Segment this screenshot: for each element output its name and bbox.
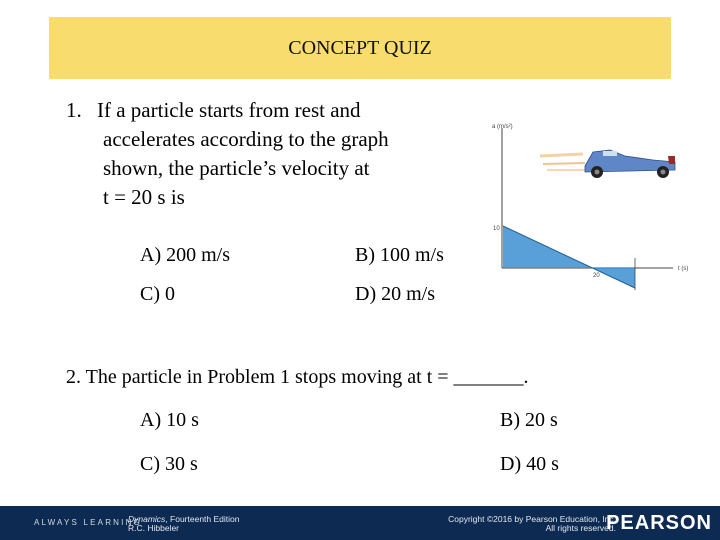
q1-option-a[interactable]: A) 200 m/s (140, 244, 230, 266)
q2-option-c[interactable]: C) 30 s (140, 453, 198, 475)
acceleration-graph-svg (485, 118, 715, 303)
acceleration-graph (485, 118, 715, 303)
question-2: 2. The particle in Problem 1 stops moving at t = _______. (66, 366, 529, 388)
q2-option-d[interactable]: D) 40 s (500, 453, 559, 475)
footer-copyright-line-1: Copyright ©2016 by Pearson Education, Inc. (448, 514, 616, 524)
footer-brand-tag: ALWAYS LEARNING (34, 518, 142, 527)
question-1-line-2: accelerates according to the graph (103, 127, 389, 151)
page-title: CONCEPT QUIZ (288, 37, 432, 59)
footer-copyright (448, 515, 616, 533)
q2-option-a[interactable]: A) 10 s (140, 409, 199, 431)
q1-option-c[interactable]: C) 0 (140, 283, 175, 305)
question-1-line-1: If a particle starts from rest and (97, 98, 361, 122)
q1-option-d[interactable]: D) 20 m/s (355, 283, 435, 305)
x-intercept-label: 20 (593, 273, 600, 279)
footer-copyright-line-2: All rights reserved. (545, 523, 616, 533)
pearson-logo: PEARSON (606, 512, 712, 534)
title-bar (49, 17, 671, 79)
footer-book-edition: , Fourteenth Edition (165, 514, 240, 524)
question-1-line-3: shown, the particle’s velocity at (103, 156, 370, 180)
y-axis-label: a (m/s²) (492, 124, 513, 130)
footer-book-info (128, 515, 240, 533)
race-car-image (540, 150, 675, 178)
q1-option-b[interactable]: B) 100 m/s (355, 244, 444, 266)
question-1-line-4: t = 20 s is (103, 185, 185, 209)
y-intercept-label: 10 (493, 226, 500, 232)
footer-book-title: Dynamics (128, 514, 166, 524)
footer-book-author: R.C. Hibbeler (128, 523, 180, 533)
x-axis-label: t (s) (678, 266, 689, 272)
q2-option-b[interactable]: B) 20 s (500, 409, 558, 431)
footer-bar (0, 506, 720, 540)
question-1 (66, 96, 446, 212)
question-1-number: 1. (66, 98, 82, 122)
